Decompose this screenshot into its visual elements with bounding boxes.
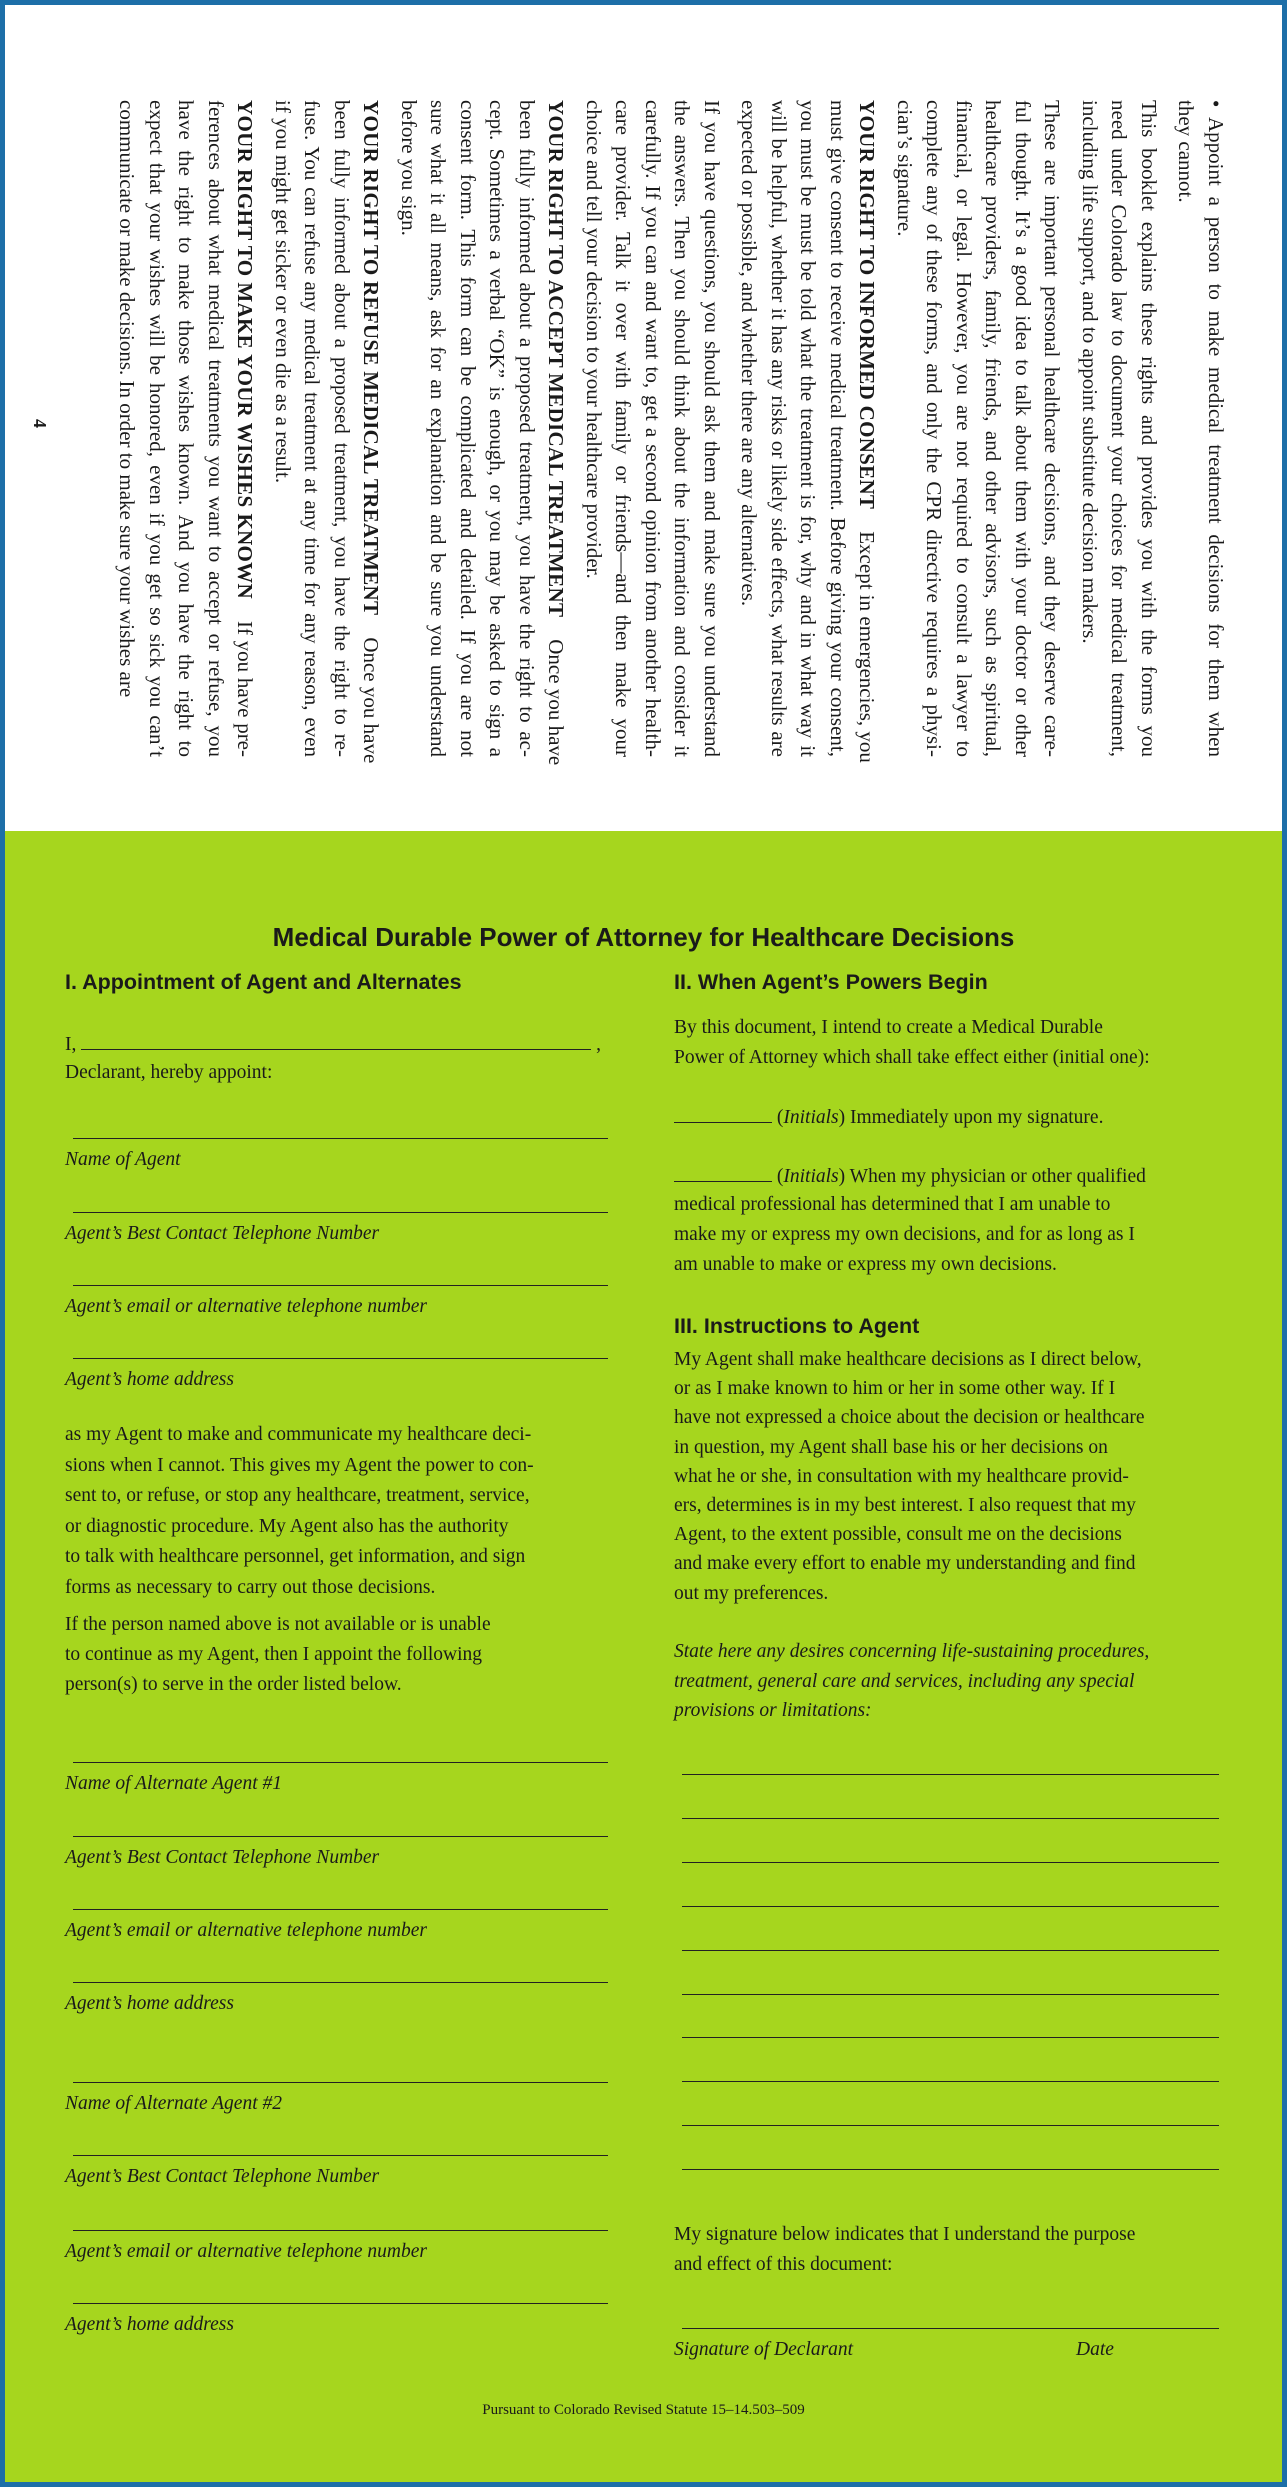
instructions-blank-line[interactable] bbox=[682, 1994, 1219, 1995]
option-2-line: am unable to make or express my own decisions. bbox=[674, 1254, 1057, 1275]
booklet-line: including life support, and to appoint substitute decision makers. bbox=[1078, 100, 1102, 644]
booklet-line: carefully. If you can and want to, get a second opinion from another health- bbox=[641, 100, 665, 757]
instructions-paragraph-line: or as I make known to him or her in some other way. If I bbox=[674, 1378, 1116, 1400]
field-label: Name of Agent bbox=[65, 1149, 181, 1170]
booklet-line: will be helpful, whether it has any risks or likely side effects, what results are bbox=[767, 100, 791, 757]
signature-line[interactable] bbox=[682, 2328, 1219, 2329]
authority-paragraph-line: sions when I cannot. This gives my Agent the power to con- bbox=[65, 1454, 534, 1476]
booklet-paragraph bbox=[579, 100, 727, 757]
alternates-paragraph-line: If the person named above is not available or is unable bbox=[65, 1614, 491, 1635]
booklet-line: choice and tell your decision to your healthcare provider. bbox=[582, 100, 606, 579]
instructions-paragraph-line: in question, my Agent shall base his or her decisions on bbox=[674, 1436, 1108, 1458]
booklet-paragraph bbox=[1171, 100, 1230, 757]
declarant-name-row bbox=[65, 1031, 601, 1058]
booklet-page bbox=[5, 5, 1282, 831]
booklet-line: been fully informed about a proposed treatment, you have the right to ac- bbox=[515, 100, 539, 757]
booklet-line: communicate or make decisions. In order to make sure your wishes are bbox=[115, 100, 140, 698]
option-physician: (Initials) When my physician or other qualified bbox=[674, 1163, 1146, 1190]
booklet-line bbox=[852, 100, 882, 763]
booklet-line: healthcare providers, family, friends, and other advisors, such as spiritual, bbox=[981, 100, 1006, 757]
instructions-blank-line[interactable] bbox=[682, 2169, 1219, 2170]
instructions-paragraph-line: what he or she, in consultation with my healthcare provid- bbox=[674, 1465, 1129, 1487]
booklet-line-text: Except in emergencies, you bbox=[855, 531, 880, 763]
instructions-prompt-line: State here any desires concerning life-sustaining procedures, bbox=[674, 1641, 1150, 1662]
booklet-line: These are important personal healthcare decisions, and they deserve care- bbox=[1040, 100, 1065, 757]
option-1-text: Immediately upon my signature. bbox=[850, 1107, 1104, 1128]
fill-in-line[interactable] bbox=[73, 1762, 608, 1763]
booklet-line: the answers. Then you should think about the information and consider it bbox=[670, 100, 695, 757]
booklet-line bbox=[356, 100, 386, 764]
option-2-text: When my physician or other qualified bbox=[849, 1166, 1146, 1187]
instructions-paragraph-line: have not expressed a choice about the decision or healthcare bbox=[674, 1407, 1145, 1429]
i-prefix: I, bbox=[65, 1034, 77, 1055]
booklet-line: This booklet explains these rights and provides you with the forms you bbox=[1137, 100, 1161, 757]
fill-in-line[interactable] bbox=[73, 2155, 608, 2156]
booklet-line: have the right to make those wishes known. And you have the right to bbox=[174, 100, 199, 757]
instructions-blank-line[interactable] bbox=[682, 1774, 1219, 1775]
booklet-line bbox=[541, 100, 571, 766]
booklet-line: cian’s signature. bbox=[893, 100, 917, 237]
instructions-blank-line[interactable] bbox=[682, 2037, 1219, 2038]
booklet-heading: YOUR RIGHT TO MAKE YOUR WISHES KNOWN bbox=[233, 100, 258, 599]
authority-paragraph-line: to talk with healthcare personnel, get information, and sign bbox=[65, 1546, 526, 1568]
option-2-line: medical professional has determined that I am unable to bbox=[674, 1194, 1111, 1215]
field-label: Agent’s home address bbox=[65, 2314, 234, 2335]
booklet-line-text: Once you have bbox=[359, 637, 384, 764]
instructions-blank-line[interactable] bbox=[682, 1906, 1219, 1907]
declarant-text: Declarant, hereby appoint: bbox=[65, 1062, 273, 1083]
booklet-paragraph bbox=[1075, 100, 1164, 757]
booklet-line: expect that your wishes will be honored, even if you get so sick you can’t bbox=[145, 100, 169, 757]
booklet-line: ferences about what medical treatments you want to accept or refuse, you bbox=[204, 100, 228, 757]
fill-in-line[interactable] bbox=[73, 2303, 608, 2304]
booklet-heading: YOUR RIGHT TO REFUSE MEDICAL TREATMENT bbox=[359, 100, 384, 616]
statute-footer: Pursuant to Colorado Revised Statute 15–14.503–509 bbox=[482, 2402, 805, 2418]
authority-paragraph-line: forms as necessary to carry out those decisions. bbox=[65, 1577, 436, 1598]
booklet-line: before you sign. bbox=[397, 100, 421, 236]
booklet-line: expected or possible, and whether there are any alternatives. bbox=[737, 100, 762, 607]
date-label: Date bbox=[1076, 2339, 1114, 2360]
intro-line: By this document, I intend to create a Medical Durable bbox=[674, 1017, 1103, 1038]
booklet-line-text: If you have pre- bbox=[233, 620, 258, 757]
booklet-line: if you might get sicker or even die as a result. bbox=[271, 100, 295, 484]
instructions-blank-line[interactable] bbox=[682, 2081, 1219, 2082]
field-label: Agent’s home address bbox=[65, 1993, 234, 2014]
field-label: Agent’s Best Contact Telephone Number bbox=[65, 1847, 380, 1868]
instructions-blank-line[interactable] bbox=[682, 1818, 1219, 1819]
booklet-line: ful thought. It’s a good idea to talk about them with your doctor or other bbox=[1011, 100, 1035, 757]
fill-in-line[interactable] bbox=[73, 2230, 608, 2231]
fill-in-line[interactable] bbox=[73, 2082, 608, 2083]
instructions-paragraph-line: My Agent shall make healthcare decisions as I direct below, bbox=[674, 1349, 1142, 1370]
booklet-line: If you have questions, you should ask them and make sure you understand bbox=[700, 100, 724, 757]
booklet-line bbox=[230, 100, 260, 757]
fill-in-line[interactable] bbox=[73, 1836, 608, 1837]
booklet-paragraph bbox=[268, 100, 386, 764]
booklet-line: sure what it all means, ask for an explanation and be sure you understand bbox=[426, 100, 451, 757]
booklet-paragraph bbox=[890, 100, 1067, 757]
booklet-paragraph bbox=[394, 100, 571, 766]
field-label: Agent’s Best Contact Telephone Number bbox=[65, 2166, 380, 2187]
booklet-line: complete any of these forms, and only the CPR directive requires a physi- bbox=[922, 100, 947, 757]
alternates-paragraph-line: person(s) to serve in the order listed below. bbox=[65, 1674, 402, 1695]
form-title: Medical Durable Power of Attorney for Healthcare Decisions bbox=[272, 922, 1015, 952]
booklet-paragraph bbox=[112, 100, 260, 757]
booklet-line: cept. Sometimes a verbal “OK” is enough, or you may be asked to sign a bbox=[485, 100, 510, 757]
declarant-name-field[interactable] bbox=[81, 1031, 591, 1050]
field-label: Name of Alternate Agent #2 bbox=[65, 2093, 283, 2114]
option-2-line: make my or express my own decisions, and for as long as I bbox=[674, 1224, 1135, 1245]
instructions-paragraph-line: Agent, to the extent possible, consult me on the decisions bbox=[674, 1524, 1122, 1546]
authority-paragraph-line: or diagnostic procedure. My Agent also has the authority bbox=[65, 1515, 509, 1537]
option-immediately: (Initials) Immediately upon my signature. bbox=[674, 1104, 1103, 1131]
section-3-heading: III. Instructions to Agent bbox=[674, 1314, 920, 1338]
instructions-paragraph-line: and make every effort to enable my understanding and find bbox=[674, 1553, 1136, 1575]
instructions-paragraph-line: ers, determines is in my best interest. I also request that my bbox=[674, 1495, 1136, 1516]
booklet-line: been fully informed about a proposed treatment, you have the right to re- bbox=[330, 100, 354, 757]
booklet-paragraph bbox=[734, 100, 882, 763]
booklet-heading: YOUR RIGHT TO ACCEPT MEDICAL TREATMENT bbox=[544, 100, 569, 618]
booklet-line: consent form. This form can be complicated and detailed. If you are not bbox=[456, 100, 480, 757]
intro-line: Power of Attorney which shall take effect either (initial one): bbox=[674, 1047, 1150, 1068]
fill-in-line[interactable] bbox=[73, 1982, 608, 1983]
booklet-line: care provider. Talk it over with family or friends—and then make your bbox=[611, 100, 636, 757]
field-label: Agent’s email or alternative telephone number bbox=[65, 2241, 427, 2262]
page-number: 4 bbox=[30, 419, 50, 428]
initials-label: Initials bbox=[783, 1166, 839, 1187]
signature-label: Signature of Declarant bbox=[674, 2339, 854, 2360]
fill-in-line[interactable] bbox=[73, 1285, 608, 1286]
fill-in-line[interactable] bbox=[73, 1138, 608, 1139]
alternates-paragraph-line: to continue as my Agent, then I appoint the following bbox=[65, 1644, 483, 1665]
fill-in-line[interactable] bbox=[73, 1212, 608, 1213]
fill-in-line[interactable] bbox=[73, 1358, 608, 1359]
instructions-prompt-line: provisions or limitations: bbox=[674, 1700, 872, 1721]
instructions-blank-line[interactable] bbox=[682, 2125, 1219, 2126]
instructions-blank-line[interactable] bbox=[682, 1950, 1219, 1951]
instructions-blank-line[interactable] bbox=[682, 1862, 1219, 1863]
booklet-line-text: Once you have bbox=[544, 639, 569, 766]
field-label: Agent’s email or alternative telephone number bbox=[65, 1296, 427, 1317]
initials-field-2[interactable] bbox=[674, 1163, 772, 1182]
booklet-line: fuse. You can refuse any medical treatment at any time for any reason, even bbox=[300, 100, 325, 757]
section-1-heading: I. Appointment of Agent and Alternates bbox=[65, 970, 462, 994]
booklet-line: • Appoint a person to make medical treatment decisions for them when bbox=[1204, 100, 1228, 757]
section-2-heading: II. When Agent’s Powers Begin bbox=[674, 970, 988, 994]
booklet-line: they cannot. bbox=[1174, 100, 1199, 203]
rotated-booklet-text bbox=[104, 100, 1230, 766]
booklet-heading: YOUR RIGHT TO INFORMED CONSENT bbox=[855, 100, 880, 510]
fill-in-line[interactable] bbox=[73, 1909, 608, 1910]
authority-paragraph-line: as my Agent to make and communicate my healthcare deci- bbox=[65, 1424, 532, 1445]
initials-field-1[interactable] bbox=[674, 1104, 772, 1123]
field-label: Agent’s home address bbox=[65, 1369, 234, 1390]
signature-statement-line: and effect of this document: bbox=[674, 2254, 893, 2275]
booklet-line: financial, or legal. However, you are not required to consult a lawyer to bbox=[952, 100, 976, 757]
field-label: Name of Alternate Agent #1 bbox=[65, 1773, 283, 1794]
field-label: Agent’s Best Contact Telephone Number bbox=[65, 1223, 380, 1244]
initials-label: Initials bbox=[783, 1107, 839, 1128]
booklet-line: need under Colorado law to document your choices for medical treatment, bbox=[1107, 100, 1132, 757]
instructions-prompt-line: treatment, general care and services, including any special bbox=[674, 1670, 1135, 1692]
signature-statement-line: My signature below indicates that I understand the purpose bbox=[674, 2224, 1136, 2245]
booklet-line: must give consent to receive medical treatment. Before giving your consent, bbox=[826, 100, 850, 757]
i-suffix: , bbox=[596, 1034, 601, 1055]
instructions-paragraph-line: out my preferences. bbox=[674, 1582, 829, 1604]
authority-paragraph-line: sent to, or refuse, or stop any healthcare, treatment, service, bbox=[65, 1485, 530, 1507]
booklet-line: you must be must be told what the treatment is for, why and in what way it bbox=[796, 100, 821, 757]
field-label: Agent’s email or alternative telephone number bbox=[65, 1920, 427, 1941]
